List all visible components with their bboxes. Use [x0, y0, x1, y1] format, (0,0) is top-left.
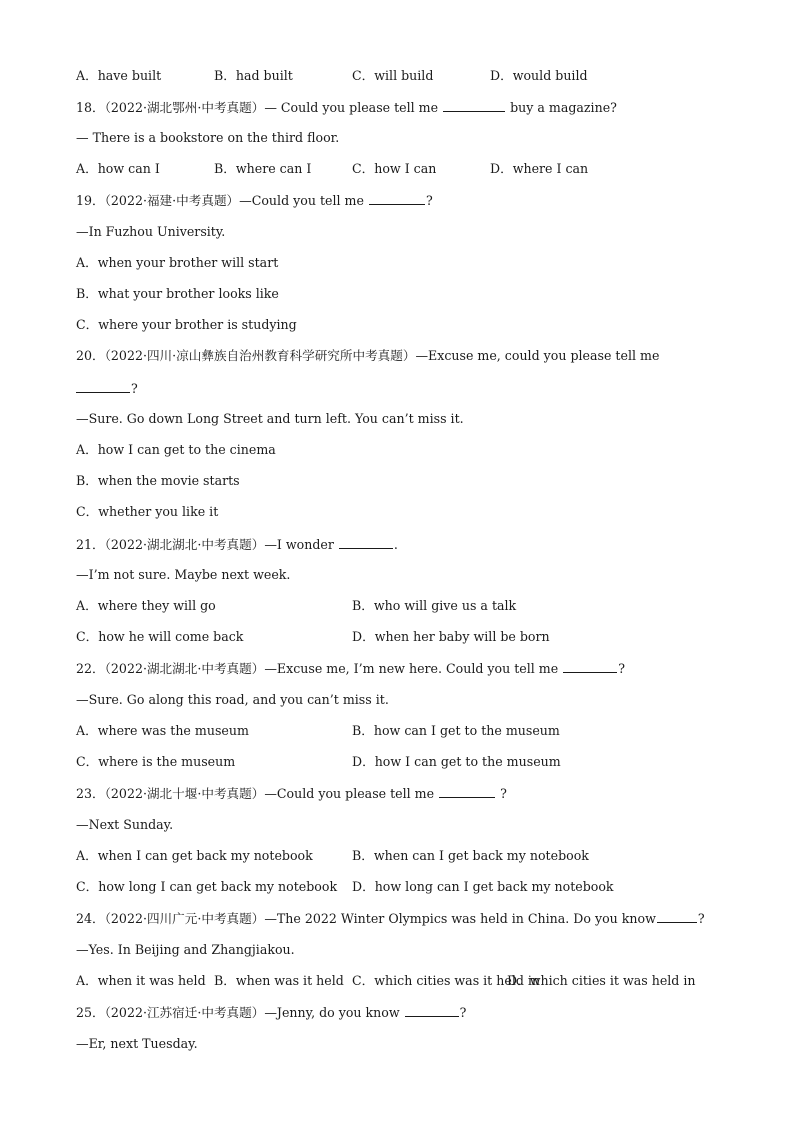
q17-option-b: B．had built: [214, 68, 293, 83]
question-24-stem: 24．（2022·四川广元·中考真题）—The 2022 Winter Olympics was held in China. Do you know ?: [76, 911, 705, 926]
q17-option-a: A．have built: [76, 68, 162, 83]
q19-option-a: A．when your brother will start: [76, 255, 279, 270]
q17-option-d: D．would build: [490, 68, 588, 83]
question-18-reply: — There is a bookstore on the third floor.: [76, 130, 340, 145]
q24-option-d: D．which cities it was held in: [507, 973, 696, 988]
question-20-reply: —Sure. Go down Long Street and turn left. You can’t miss it.: [76, 411, 464, 426]
answer-blank: [339, 536, 393, 549]
q23-option-d: D．how long can I get back my notebook: [352, 879, 614, 894]
question-22-stem: 22．（2022·湖北湖北·中考真题）—Excuse me, I’m new here. Could you tell me ?: [76, 661, 625, 676]
question-25-reply: —Er, next Tuesday.: [76, 1036, 198, 1051]
q22-option-b: B．how can I get to the museum: [352, 723, 560, 738]
question-24-reply: —Yes. In Beijing and Zhangjiakou.: [76, 942, 295, 957]
q18-option-d: D．where I can: [490, 161, 589, 176]
answer-blank: [443, 99, 505, 112]
q17-option-c: C．will build: [352, 68, 434, 83]
q23-option-b: B．when can I get back my notebook: [352, 848, 589, 863]
question-19-reply: —In Fuzhou University.: [76, 224, 226, 239]
q22-option-d: D．how I can get to the museum: [352, 754, 561, 769]
q19-option-b: B．what your brother looks like: [76, 286, 279, 301]
q24-option-a: A．when it was held: [76, 973, 206, 988]
q22-option-c: C．where is the museum: [76, 754, 236, 769]
q24-option-c: C．which cities was it held in: [352, 973, 541, 988]
question-20-stem: 20．（2022·四川·凉山彝族自治州教育科学研究所中考真题）—Excuse me, could you please tell me: [76, 348, 660, 363]
question-23-stem: 23．（2022·湖北十堰·中考真题）—Could you please tell me ?: [76, 786, 507, 801]
q21-option-b: B．who will give us a talk: [352, 598, 517, 613]
q23-option-c: C．how long I can get back my notebook: [76, 879, 338, 894]
q18-option-c: C．how I can: [352, 161, 437, 176]
q18-option-a: A．how can I: [76, 161, 160, 176]
question-21-stem: 21．（2022·湖北湖北·中考真题）—I wonder .: [76, 537, 398, 552]
q24-option-b: B．when was it held: [214, 973, 344, 988]
q21-option-a: A．where they will go: [76, 598, 216, 613]
answer-blank: [369, 192, 425, 205]
question-22-reply: —Sure. Go along this road, and you can’t miss it.: [76, 692, 389, 707]
question-20-stem-continued: ?: [76, 380, 138, 397]
q21-option-d: D．when her baby will be born: [352, 629, 550, 644]
answer-blank: [563, 660, 617, 673]
q19-option-c: C．where your brother is studying: [76, 317, 297, 332]
question-25-stem: 25．（2022·江苏宿迁·中考真题）—Jenny, do you know ?: [76, 1005, 467, 1020]
answer-blank: [657, 910, 697, 923]
q18-option-b: B．where can I: [214, 161, 312, 176]
q20-option-c: C．whether you like it: [76, 504, 219, 519]
question-23-reply: —Next Sunday.: [76, 817, 174, 832]
q23-option-a: A．when I can get back my notebook: [76, 848, 313, 863]
q20-option-a: A．how I can get to the cinema: [76, 442, 276, 457]
q21-option-c: C．how he will come back: [76, 629, 244, 644]
q22-option-a: A．where was the museum: [76, 723, 249, 738]
answer-blank: [76, 380, 130, 393]
question-19-stem: 19．（2022·福建·中考真题）—Could you tell me ?: [76, 193, 433, 208]
question-21-reply: —I’m not sure. Maybe next week.: [76, 567, 291, 582]
answer-blank: [405, 1004, 459, 1017]
question-18-stem: 18．（2022·湖北鄂州·中考真题）— Could you please tell me buy a magazine?: [76, 100, 617, 115]
answer-blank: [439, 785, 495, 798]
q20-option-b: B．when the movie starts: [76, 473, 240, 488]
